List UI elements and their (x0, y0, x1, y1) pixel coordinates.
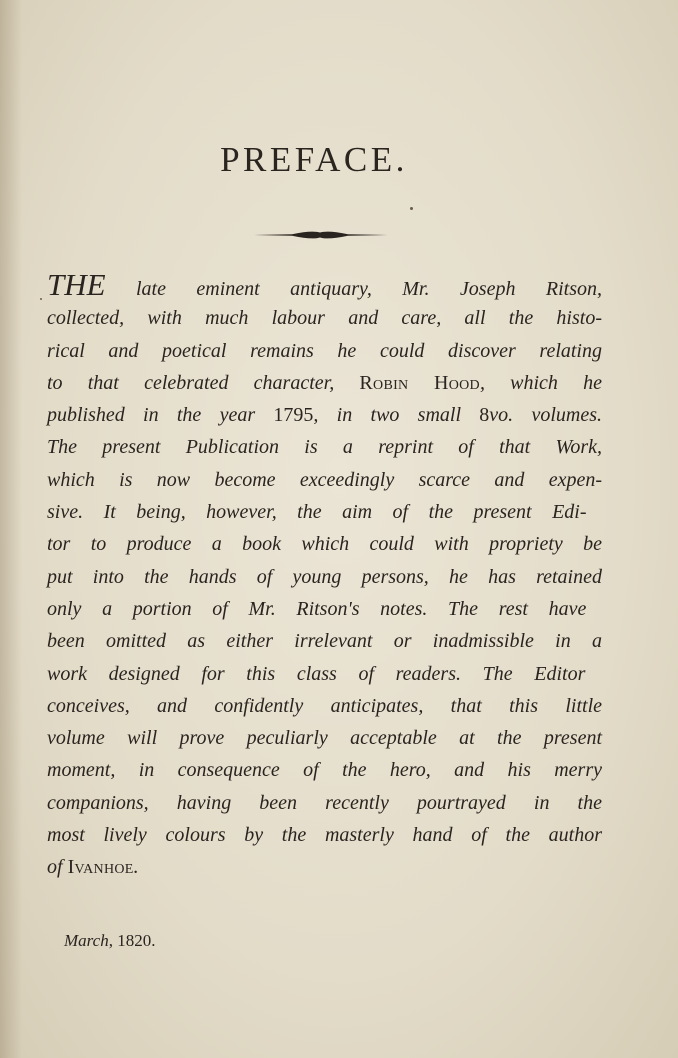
paragraph-line (47, 593, 602, 625)
date-month: March (64, 931, 109, 950)
paragraph-line (47, 819, 602, 851)
robin-hood-name: Robin Hood (359, 371, 480, 394)
paragraph-line (47, 399, 602, 431)
line-text: which is now become exceedingly scarce and expen- (47, 468, 602, 491)
ornamental-rule (252, 228, 388, 242)
paragraph-line (47, 528, 602, 560)
line-text: work designed for this class of readers. The Editor (47, 662, 586, 685)
drop-cap: THE (47, 267, 106, 302)
year-number: 1795 (273, 404, 314, 427)
paper-speck (40, 298, 42, 300)
paragraph-line (47, 302, 602, 334)
paragraph-line (47, 722, 602, 754)
preface-paragraph (47, 267, 602, 884)
line-text: conceives, and confidently anticipates, that this little (47, 694, 602, 717)
paragraph-line (47, 496, 602, 528)
line-text: moment, in consequence of the hero, and his merry (47, 759, 602, 782)
date-separator: , (108, 931, 118, 950)
ivanhoe-title: Ivanhoe (67, 856, 134, 879)
line-text: sive. It being, however, the aim of the present Edi- (47, 501, 587, 524)
line-text: The present Publication is a reprint of that Work, (47, 436, 602, 459)
paragraph-line (47, 367, 602, 399)
line-text: most lively colours by the masterly hand of the author (47, 824, 602, 847)
paragraph-line (47, 625, 602, 657)
line-text: companions, having been recently pourtrayed in the (47, 791, 602, 814)
octavo-number: 8 (479, 404, 490, 427)
line-text: late eminent antiquary, Mr. Joseph Ritson, (105, 278, 602, 300)
line-text: collected, with much labour and care, all the histo- (47, 307, 602, 330)
paper-speck (410, 207, 413, 210)
line-text: tor to produce a book which could with propriety be (47, 533, 602, 556)
line-text: . (133, 856, 139, 879)
line-text: put into the hands of young persons, he has retained (47, 565, 602, 588)
paragraph-line (47, 464, 602, 496)
page-heading: PREFACE. (220, 140, 408, 179)
date-year: 1820. (117, 931, 156, 950)
paragraph-line (47, 787, 602, 819)
paragraph-line (47, 690, 602, 722)
line-text: vo. volumes. (489, 404, 602, 427)
paragraph-line (47, 851, 602, 883)
line-text: of (47, 856, 68, 879)
paragraph-line (47, 335, 602, 367)
paragraph-line (47, 431, 602, 463)
paragraph-line (47, 561, 602, 593)
line-text: to that celebrated character, (47, 371, 360, 394)
line-text: only a portion of Mr. Ritson's notes. The rest have (47, 597, 587, 620)
preface-date (64, 931, 155, 951)
paragraph-line (47, 754, 602, 786)
line-text: , which he (479, 371, 602, 394)
line-text: been omitted as either irrelevant or inadmissible in a (47, 630, 602, 653)
line-text: volume will prove peculiarly acceptable at the present (47, 727, 602, 750)
paragraph-line (47, 658, 602, 690)
paragraph-line (47, 267, 602, 302)
line-text: , in two small (313, 404, 480, 427)
line-text: rical and poetical remains he could discover relating (47, 339, 602, 362)
line-text: published in the year (47, 404, 274, 427)
